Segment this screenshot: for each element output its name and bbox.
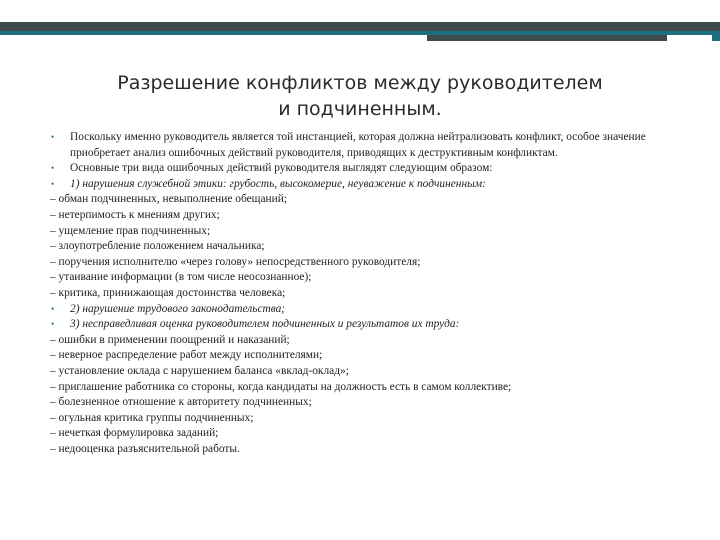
title-line-2: и подчиненным.	[278, 98, 442, 120]
item-text: – ошибки в применении поощрений и наказаний;	[50, 333, 290, 346]
bullet-item	[50, 130, 670, 161]
bullet-icon: •	[51, 178, 55, 189]
bullet-icon: •	[51, 319, 55, 330]
list-item	[50, 395, 670, 411]
list-item	[50, 255, 670, 271]
bullet-item	[50, 317, 670, 333]
header-tab	[427, 35, 667, 41]
item-text: 1) нарушения служебной этики: грубость, высокомерие, неуважение к подчиненным:	[70, 177, 486, 190]
item-text: – злоупотребление положением начальника;	[50, 240, 265, 253]
item-text: – нечеткая формулировка заданий;	[50, 427, 219, 440]
item-text: – приглашение работника со стороны, когда кандидаты на должность есть в самом коллективе;	[50, 380, 512, 393]
list-item	[50, 208, 670, 224]
item-text: – болезненное отношение к авторитету подчиненных;	[50, 396, 312, 409]
item-text: – поручения исполнителю «через голову» непосредственного руководителя;	[50, 255, 421, 268]
slide-body	[50, 130, 670, 457]
bullet-icon: •	[51, 303, 55, 314]
item-text: 2) нарушение трудового законодательства;	[70, 302, 286, 315]
list-item	[50, 442, 670, 458]
list-item	[50, 286, 670, 302]
list-item	[50, 364, 670, 380]
item-text: – ущемление прав подчиненных;	[50, 224, 211, 237]
item-text: 3) несправедливая оценка руководителем подчиненных и результатов их труда:	[70, 318, 460, 331]
item-text: – нетерпимость к мнениям других;	[50, 208, 220, 221]
list-item	[50, 192, 670, 208]
item-text: – установление оклада с нарушением баланса «вклад-оклад»;	[50, 364, 349, 377]
slide-title	[60, 70, 660, 122]
list-item	[50, 411, 670, 427]
list-item	[50, 380, 670, 396]
item-text: Поскольку именно руководитель является той инстанцией, которая должна нейтрализовать конфликт, особое значение приобретает анализ ошибочных действий руководителя, приводящих к деструктивным конфликтам.	[70, 131, 646, 159]
item-text: – недооценка разъяснительной работы.	[50, 442, 240, 455]
item-text: – обман подчиненных, невыполнение обещаний;	[50, 193, 287, 206]
top-band	[0, 0, 720, 22]
list-item	[50, 239, 670, 255]
bullet-item	[50, 177, 670, 193]
list-item	[50, 333, 670, 349]
bullet-icon: •	[51, 163, 55, 174]
list-item	[50, 426, 670, 442]
item-text: – неверное распределение работ между исполнителями;	[50, 349, 323, 362]
item-text: – огульная критика группы подчиненных;	[50, 411, 254, 424]
list-item	[50, 224, 670, 240]
list-item	[50, 270, 670, 286]
bullet-item	[50, 302, 670, 318]
title-line-1: Разрешение конфликтов между руководителем	[117, 72, 603, 94]
header-tab-corner	[712, 35, 720, 41]
header-bar	[0, 22, 720, 31]
item-text: Основные три вида ошибочных действий руководителя выглядят следующим образом:	[70, 162, 493, 175]
bullet-icon: •	[51, 132, 55, 142]
item-text: – критика, принижающая достоинства человека;	[50, 286, 286, 299]
item-text: – утаивание информации (в том числе неосознанное);	[50, 271, 312, 284]
list-item	[50, 348, 670, 364]
bullet-item	[50, 161, 670, 177]
